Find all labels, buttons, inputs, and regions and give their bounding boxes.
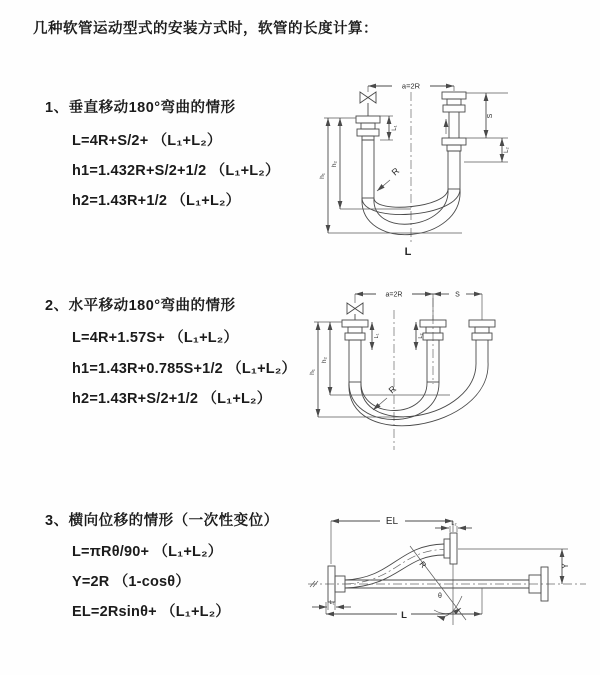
right-pipe-lower-fitting	[442, 138, 466, 151]
l1-dim-label: L₁	[329, 600, 335, 606]
span-dim-label: a=2R	[401, 81, 421, 91]
h2-dim-label: h₂	[331, 160, 338, 168]
l1-dim-label: L₁	[374, 333, 380, 339]
radius-callout	[373, 383, 399, 410]
right-pipe-upper-fitting	[442, 92, 466, 138]
section2-formula-L: L=4R+1.57S+ （L₁+L₂）	[72, 330, 239, 346]
radius-label: R	[386, 383, 399, 396]
left-braided-hose	[349, 340, 361, 382]
valve-icon	[347, 303, 363, 314]
dimension-l1	[380, 116, 398, 140]
section3-formula-EL: EL=2Rsinθ+ （L₁+L₂）	[72, 604, 231, 620]
dimension-h2	[331, 118, 411, 209]
h1-dim-label: h₁	[319, 173, 326, 179]
section1-formula-h2: h2=1.43R+1/2 （L₁+L₂）	[72, 193, 241, 209]
s-dim-label: S	[487, 113, 494, 119]
theta-label: θ	[438, 593, 442, 600]
dimension-h1	[319, 118, 462, 233]
h1-dim-label: h₁	[309, 369, 316, 375]
section1-formula-L: L=4R+S/2+ （L₁+L₂）	[72, 133, 222, 149]
dimension-s	[433, 292, 482, 299]
el-dim-label: EL	[385, 516, 399, 527]
h2-dim-label: h₂	[321, 356, 328, 364]
dimension-l1	[312, 600, 351, 610]
hose-curves	[349, 362, 488, 426]
radius-callout	[410, 546, 466, 620]
section2-formula-h2: h2=1.43R+S/2+1/2 （L₁+L₂）	[72, 391, 272, 407]
section1-formula-h1: h1=1.432R+S/2+1/2 （L₁+L₂）	[72, 163, 280, 179]
section3-heading: 3、横向位移的情形（一次性变位）	[45, 513, 279, 529]
dimension-el	[331, 516, 453, 564]
dimension-l1	[372, 322, 380, 350]
section3-formula-Y: Y=2R （1-cosθ）	[72, 574, 191, 590]
y-dim-label: Y	[561, 563, 570, 569]
section3-formula-L: L=πRθ/90+ （L₁+L₂）	[72, 544, 223, 560]
right-braided-hose	[448, 151, 460, 189]
radius-label: R	[417, 559, 429, 570]
dimension-span-2r	[355, 292, 433, 299]
page-title: 几种软管运动型式的安装方式时，软管的长度计算：	[33, 21, 378, 37]
diagram-vertical-180-bend	[316, 72, 566, 262]
span-dim-label: a=2R	[385, 291, 403, 299]
dimension-l2	[435, 521, 472, 532]
dimension-y	[458, 549, 570, 584]
dimension-h1	[309, 322, 404, 417]
l2-dim-label: L₂	[504, 147, 510, 153]
dimension-s	[466, 93, 508, 138]
diagram-lateral-displacement	[298, 506, 596, 648]
dimension-l2	[464, 138, 510, 162]
hose-s-curve	[345, 544, 444, 588]
dimension-span-2r	[368, 82, 454, 93]
radius-callout	[377, 165, 402, 191]
diagram-horizontal-180-bend	[308, 284, 593, 456]
valve-icon	[360, 92, 376, 103]
left-braided-hose	[362, 140, 374, 198]
left-pipe-fitting	[356, 116, 380, 140]
s-dim-label: S	[455, 291, 460, 299]
length-label: L	[404, 246, 412, 258]
l2-dim-label: L₂	[418, 333, 424, 339]
right-pipe-fitting	[469, 320, 495, 340]
dimension-l	[326, 588, 482, 621]
section2-formula-h1: h1=1.43R+0.785S+1/2 （L₁+L₂）	[72, 361, 297, 377]
upper-flange	[444, 533, 457, 564]
section2-heading: 2、水平移动180°弯曲的情形	[45, 298, 236, 314]
l2-dim-label: L₂	[451, 521, 457, 527]
left-pipe-fitting	[342, 320, 368, 340]
l1-dim-label: L₁	[392, 125, 398, 131]
length-label: L	[401, 610, 407, 621]
radius-label: R	[389, 165, 402, 178]
section1-heading: 1、垂直移动180°弯曲的情形	[45, 100, 236, 116]
